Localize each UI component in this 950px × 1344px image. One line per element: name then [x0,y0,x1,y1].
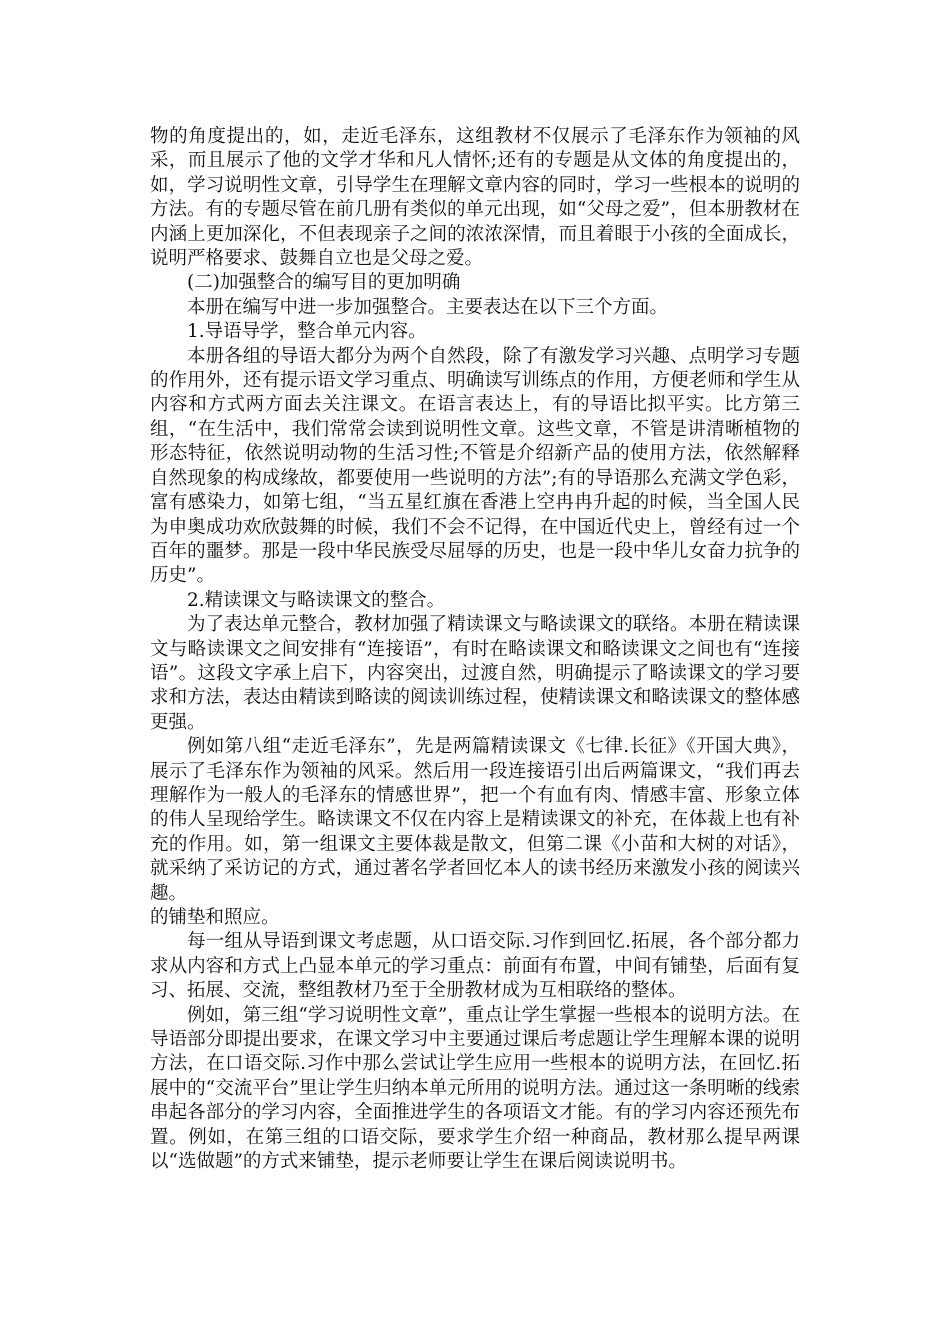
paragraph-guide: 本册各组的导语大都分为两个自然段，除了有激发学习兴趣、点明学习专题的作用外，还有提示语文学习重点、明确读写训练点的作用，方便老师和学生从内容和方式两方面去关注课文。在语言表达上，有的导语比拟平实。比方第三组，“在生活中，我们常常会读到说明性文章。这些文章，不管是讲清晰植物的形态特征，依然说明动物的生活习性;不管是介绍新产品的使用方法，依然解释自然现象的构成缘故，都要使用一些说明的方法”;有的导语那么充满文学色彩，富有感染力，如第七组，“当五星红旗在香港上空冉冉升起的时候，当全国人民为申奥成功欢欣鼓舞的时候，我们不会不记得，在中国近代史上，曾经有过一个百年的噩梦。那是一段中华民族受尽屈辱的历史，也是一段中华儿女奋力抗争的历史”。 [150,345,800,587]
document-page [150,125,800,1174]
paragraph-continuation: 物的角度提出的，如，走近毛泽东，这组教材不仅展示了毛泽东作为领袖的风采，而且展示了他的文学才华和凡人情怀;还有的专题是从文体的角度提出的，如，学习说明性文章，引导学生在理解文章内容的同时，学习一些根本的说明的方法。有的专题尽管在前几册有类似的单元出现，如“父母之爱”，但本册教材在内涵上更加深化，不但表现亲子之间的浓浓深情，而且着眼于小孩的全面成长，说明严格要求、鼓舞自立也是父母之爱。 [150,126,800,270]
paragraph-each-group: 每一组从导语到课文考虑题，从口语交际.习作到回忆.拓展，各个部分都力求从内容和方式上凸显本单元的学习重点：前面有布置，中间有铺垫，后面有复习、拓展、交流，整组教材乃至于全册教材成为互相联络的整体。 [150,931,800,1002]
paragraph-example-eight: 例如第八组“走近毛泽东”，先是两篇精读课文《七律.长征》《开国大典》，展示了毛泽东作为领袖的风采。然后用一段连接语引出后两篇课文，“我们再去理解作为一般人的毛泽东的情感世界”，把一个有血有肉、情感丰富、形象立体的伟人呈现给学生。略读课文不仅在内容上是精读课文的补充，在体裁上也有补充的作用。如，第一组课文主要体裁是散文，但第二课《小苗和大树的对话》，就采纳了采访记的方式，通过著名学者回忆本人的读书经历来激发小孩的阅读兴趣。 [150,736,800,904]
subheading-one: 1.导语导学，整合单元内容。 [187,321,427,343]
paragraph-fragment: 的铺垫和照应。 [150,907,280,928]
subheading-two: 2.精读课文与略读课文的整合。 [187,589,446,611]
paragraph-example-three: 例如，第三组“学习说明性文章”，重点让学生掌握一些根本的说明方法。在导语部分即提出要求，在课文学习中主要通过课后考虑题让学生理解本课的说明方法，在口语交际.习作中那么尝试让学生应用一些根本的说明方法，在回忆.拓展中的“交流平台”里让学生归纳本单元所用的说明方法。通过这一条明晰的线索串起各部分的学习内容，全面推进学生的各项语文才能。有的学习内容还预先布置。例如，在第三组的口语交际，要求学生介绍一种商品，教材那么提早两课以“选做题”的方式来铺垫，提示老师要让学生在课后阅读说明书。 [150,1004,800,1173]
section-heading: (二)加强整合的编写目的更加明确 [187,272,461,294]
paragraph-intro: 本册在编写中进一步加强整合。主要表达在以下三个方面。 [187,296,669,318]
paragraph-integration: 为了表达单元整合，教材加强了精读课文与略读课文的联络。本册在精读课文与略读课文之间安排有“连接语”，有时在略读课文和略读课文之间也有“连接语”。这段文字承上启下，内容突出，过渡自然，明确提示了略读课文的学习要求和方法，表达由精读到略读的阅读训练过程，使精读课文和略读课文的整体感更强。 [150,614,800,733]
